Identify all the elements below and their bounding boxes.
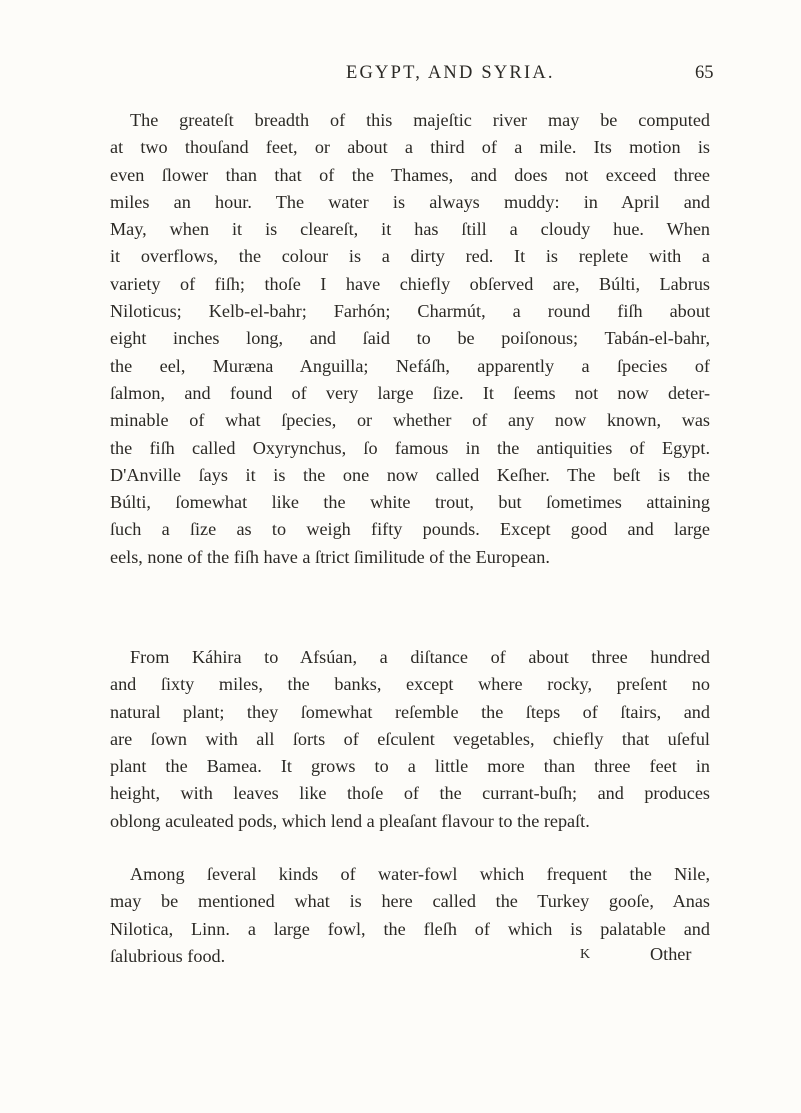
catchword: Other xyxy=(650,944,692,964)
page-footer xyxy=(0,944,801,974)
text-line: miles an hour. The water is always muddy: in April and xyxy=(110,191,710,212)
text-line: From Káhira to Afsúan, a diſtance of about three hundred xyxy=(130,647,710,667)
text-line: Niloticus; Kelb-el-bahr; Farhón; Charmút, a round fiſh about xyxy=(110,301,710,322)
text-line: are ſown with all ſorts of eſculent vegetables, chiefly that uſeful xyxy=(110,728,710,749)
text-line: plant the Bamea. It grows to a little more than three feet in xyxy=(110,756,710,777)
text-line: height, with leaves like thoſe of the currant-buſh; and produces xyxy=(110,783,710,804)
page-number: 65 xyxy=(695,63,714,83)
text-line: oblong aculeated pods, which lend a pleaſant flavour to the repaſt. xyxy=(110,810,590,831)
text-line: Among ſeveral kinds of water-fowl which frequent the Nile, xyxy=(130,864,710,884)
text-line: natural plant; they ſomewhat reſemble the ſteps of ſtairs, and xyxy=(110,701,710,722)
paragraph-riverbanks xyxy=(110,644,710,835)
text-line: variety of fiſh; thoſe I have chiefly obſerved are, Búlti, Labrus xyxy=(110,273,710,294)
text-line: and ſixty miles, the banks, except where rocky, preſent no xyxy=(110,674,710,695)
text-line: ſalmon, and found of very large ſize. It ſeems not now deter- xyxy=(110,382,710,403)
text-line: at two thouſand feet, or about a third of a mile. Its motion is xyxy=(110,137,710,158)
text-line: ſalubrious food. xyxy=(110,945,226,966)
text-line: The greateſt breadth of this majeſtic river may be computed xyxy=(130,110,710,130)
text-line: eight inches long, and ſaid to be poiſonous; Tabán-el-bahr, xyxy=(110,328,710,349)
text-line: the eel, Muræna Anguilla; Nefáſh, apparently a ſpecies of xyxy=(110,355,710,376)
text-line: even ſlower than that of the Thames, and does not exceed three xyxy=(110,164,710,185)
text-line: Nilotica, Linn. a large fowl, the fleſh of which is palatable and xyxy=(110,918,710,939)
running-head xyxy=(0,63,801,87)
text-line: may be mentioned what is here called the Turkey gooſe, Anas xyxy=(110,891,710,912)
paragraph-nile-description xyxy=(110,107,710,571)
running-head-title: EGYPT, AND SYRIA. xyxy=(346,63,555,83)
text-line: minable of what ſpecies, or whether of any now known, was xyxy=(110,410,710,431)
text-line: ſuch a ſize as to weigh fifty pounds. Except good and large xyxy=(110,519,710,540)
text-line: eels, none of the fiſh have a ſtrict ſimilitude of the European. xyxy=(110,546,550,567)
text-line: D'Anville ſays it is the one now called Keſher. The beſt is the xyxy=(110,464,710,485)
text-line: it overflows, the colour is a dirty red. It is replete with a xyxy=(110,246,710,267)
text-line: Búlti, ſomewhat like the white trout, but ſometimes attaining xyxy=(110,492,710,513)
text-line: the fiſh called Oxyrynchus, ſo famous in the antiquities of Egypt. xyxy=(110,437,710,458)
text-line: May, when it is cleareſt, it has ſtill a cloudy hue. When xyxy=(110,219,710,240)
signature-mark: K xyxy=(580,947,591,962)
